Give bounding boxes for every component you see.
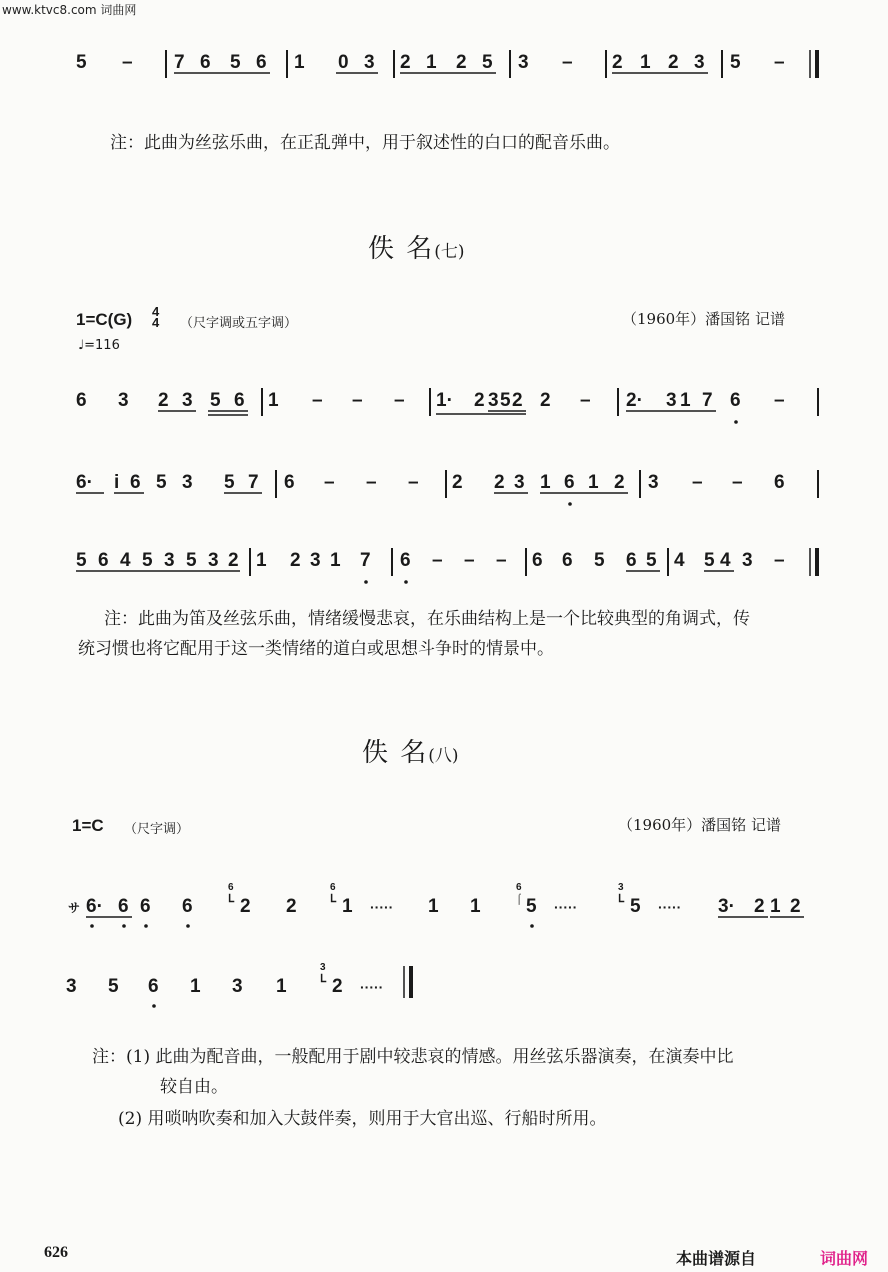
svg-text:2: 2 [286, 896, 297, 917]
svg-text:3: 3 [182, 390, 193, 411]
svg-text:1: 1 [540, 472, 551, 493]
svg-text:2: 2 [614, 472, 625, 493]
svg-text:ᒪ: ᒪ [320, 973, 327, 985]
note-8-line1b: 较自由。 [160, 1077, 228, 1097]
svg-text:–: – [432, 550, 443, 571]
note-top: 注：此曲为丝弦乐曲，在正乱弹中，用于叙述性的白口的配音乐曲。 [110, 133, 620, 153]
svg-text:1: 1 [680, 390, 691, 411]
note: 5 [76, 52, 87, 73]
svg-text:6·: 6· [76, 472, 93, 493]
svg-text:5: 5 [76, 550, 87, 571]
note: 2 [668, 52, 679, 73]
svg-text:i: i [114, 472, 120, 493]
note: 2 [400, 52, 411, 73]
svg-text:1: 1 [470, 896, 481, 917]
note: 6 [256, 52, 267, 73]
svg-text:1: 1 [588, 472, 599, 493]
note-7-line1: 注：此曲为笛及丝弦乐曲，情绪缓慢悲哀，在乐曲结构上是一个比较典型的角调式，传 [104, 609, 750, 629]
note: 3 [694, 52, 705, 73]
transcriber-credit: （1960年）潘国铭 记谱 [618, 816, 781, 834]
svg-text:–: – [366, 472, 377, 493]
svg-text:6: 6 [516, 882, 522, 893]
svg-text:6: 6 [228, 882, 234, 893]
page-number: 626 [44, 1244, 68, 1261]
svg-text:3: 3 [182, 472, 193, 493]
svg-text:7: 7 [360, 550, 371, 571]
note-7-line2: 统习惯也将它配用于这一类情绪的道白或思想斗争时的情景中。 [78, 639, 554, 659]
svg-text:サ: サ [68, 901, 81, 915]
svg-text:2: 2 [158, 390, 169, 411]
note: 5 [482, 52, 493, 73]
svg-text:·····: ····· [658, 899, 682, 915]
note: 6 [200, 52, 211, 73]
svg-text:4: 4 [720, 550, 731, 571]
svg-text:1: 1 [770, 896, 781, 917]
note: 0 [338, 52, 349, 73]
svg-text:6: 6 [140, 896, 151, 917]
svg-text:6: 6 [730, 390, 741, 411]
svg-text:7: 7 [702, 390, 713, 411]
svg-text:–: – [580, 390, 591, 411]
svg-text:2: 2 [452, 472, 463, 493]
svg-text:2·: 2· [626, 390, 643, 411]
tempo-mark: ♩=116 [78, 338, 120, 353]
svg-text:5: 5 [500, 390, 511, 411]
site-logo[interactable]: 词曲网 [820, 1249, 869, 1268]
svg-text:3: 3 [648, 472, 659, 493]
svg-text:ᒪ: ᒪ [228, 893, 235, 905]
note: 7 [174, 52, 185, 73]
time-signature: 4 4 [152, 304, 160, 330]
svg-text:2: 2 [540, 390, 551, 411]
svg-text:5: 5 [224, 472, 235, 493]
title-text: 佚 名 [362, 738, 429, 768]
note: 1 [640, 52, 651, 73]
svg-text:5: 5 [108, 976, 119, 997]
note: 1 [426, 52, 437, 73]
svg-text:6: 6 [234, 390, 245, 411]
svg-text:–: – [408, 472, 419, 493]
title-sub: (八) [428, 746, 459, 766]
svg-text:5: 5 [594, 550, 605, 571]
title-sub: (七) [434, 242, 465, 262]
svg-text:6: 6 [76, 390, 87, 411]
svg-text:6: 6 [330, 882, 336, 893]
svg-text:2: 2 [290, 550, 301, 571]
svg-text:3: 3 [320, 962, 326, 973]
svg-text:ᒪ: ᒪ [618, 893, 625, 905]
svg-text:3: 3 [514, 472, 525, 493]
svg-text:6: 6 [562, 550, 573, 571]
svg-text:3: 3 [164, 550, 175, 571]
score-line-top [0, 40, 888, 100]
svg-text:3: 3 [208, 550, 219, 571]
svg-text:6: 6 [774, 472, 785, 493]
note: – [774, 52, 785, 73]
svg-text:1: 1 [190, 976, 201, 997]
svg-text:3: 3 [118, 390, 129, 411]
svg-text:6: 6 [626, 550, 637, 571]
score-line-7-3 [0, 538, 888, 598]
svg-text:·····: ····· [360, 979, 384, 995]
svg-text:·····: ····· [370, 899, 394, 915]
svg-text:5: 5 [156, 472, 167, 493]
svg-text:2: 2 [228, 550, 239, 571]
svg-text:6: 6 [564, 472, 575, 493]
note-8-line2: (2) 用唢呐吹奏和加入大鼓伴奏，则用于大官出巡、行船时所用。 [118, 1109, 607, 1129]
svg-text:2: 2 [754, 896, 765, 917]
mode-label: （尺字调或五字调） [180, 316, 298, 331]
svg-text:6: 6 [148, 976, 159, 997]
note: 2 [456, 52, 467, 73]
svg-text:5: 5 [646, 550, 657, 571]
svg-text:1: 1 [256, 550, 267, 571]
svg-text:5: 5 [142, 550, 153, 571]
svg-text:2: 2 [512, 390, 523, 411]
svg-text:5: 5 [630, 896, 641, 917]
svg-text:1: 1 [330, 550, 341, 571]
svg-text:5: 5 [186, 550, 197, 571]
svg-text:–: – [692, 472, 703, 493]
svg-text:6: 6 [118, 896, 129, 917]
svg-text:3: 3 [66, 976, 77, 997]
svg-text:ᒪ: ᒪ [330, 893, 337, 905]
score-line-8-2 [0, 960, 888, 1020]
svg-text:1: 1 [342, 896, 353, 917]
svg-text:3: 3 [618, 882, 624, 893]
svg-text:4: 4 [674, 550, 685, 571]
svg-text:–: – [324, 472, 335, 493]
note: 3 [364, 52, 375, 73]
svg-text:3: 3 [310, 550, 321, 571]
note: 2 [612, 52, 623, 73]
piece-title [362, 732, 459, 769]
note: 5 [230, 52, 241, 73]
note: 1 [294, 52, 305, 73]
svg-text:–: – [394, 390, 405, 411]
svg-text:⌠: ⌠ [516, 894, 523, 905]
svg-text:5: 5 [704, 550, 715, 571]
svg-text:–: – [774, 550, 785, 571]
svg-text:6: 6 [532, 550, 543, 571]
svg-text:1: 1 [428, 896, 439, 917]
note-8-line1: 注：(1) 此曲为配音曲，一般配用于剧中较悲哀的情感。用丝弦乐器演奏，在演奏中比 [92, 1047, 734, 1067]
svg-text:7: 7 [248, 472, 259, 493]
piece-title [368, 228, 465, 265]
svg-text:3: 3 [232, 976, 243, 997]
svg-text:6: 6 [98, 550, 109, 571]
svg-text:2: 2 [240, 896, 251, 917]
score-line-8-1 [0, 878, 888, 938]
svg-text:4: 4 [120, 550, 131, 571]
svg-text:–: – [352, 390, 363, 411]
svg-text:–: – [464, 550, 475, 571]
footer-source-label: 本曲谱源自 [676, 1249, 757, 1268]
transcriber-credit: （1960年）潘国铭 记谱 [622, 310, 785, 328]
svg-text:3·: 3· [718, 896, 735, 917]
svg-text:6: 6 [182, 896, 193, 917]
svg-text:–: – [732, 472, 743, 493]
svg-text:–: – [496, 550, 507, 571]
score-line-7-1 [0, 378, 888, 438]
svg-text:1: 1 [268, 390, 279, 411]
watermark: www.ktvc8.com 词曲网 [2, 3, 137, 17]
svg-text:3: 3 [488, 390, 499, 411]
svg-text:6: 6 [130, 472, 141, 493]
svg-text:3: 3 [742, 550, 753, 571]
title-text: 佚 名 [368, 234, 435, 264]
key-signature: 1=C [72, 816, 104, 835]
svg-text:1·: 1· [436, 390, 453, 411]
svg-text:–: – [312, 390, 323, 411]
svg-text:6·: 6· [86, 896, 103, 917]
svg-text:3: 3 [666, 390, 677, 411]
note: – [562, 52, 573, 73]
svg-text:·····: ····· [554, 899, 578, 915]
note: 3 [518, 52, 529, 73]
score-line-7-2 [0, 460, 888, 520]
svg-text:5: 5 [526, 896, 537, 917]
svg-text:2: 2 [494, 472, 505, 493]
note: – [122, 52, 133, 73]
svg-text:2: 2 [790, 896, 801, 917]
svg-text:6: 6 [284, 472, 295, 493]
svg-text:–: – [774, 390, 785, 411]
svg-text:2: 2 [332, 976, 343, 997]
svg-text:5: 5 [210, 390, 221, 411]
key-signature: 1=C(G) [76, 310, 133, 329]
svg-text:2: 2 [474, 390, 485, 411]
mode-label: （尺字调） [124, 822, 190, 837]
note: 5 [730, 52, 741, 73]
svg-text:1: 1 [276, 976, 287, 997]
svg-text:6: 6 [400, 550, 411, 571]
